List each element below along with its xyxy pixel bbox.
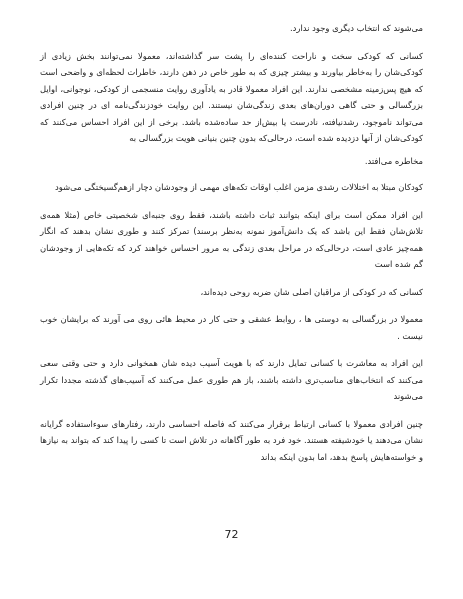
- paragraph-3: مخاطره می‌افتد.: [364, 155, 423, 166]
- paragraph-9: چنین افرادی معمولا با کسانی ارتباط برقرار می‌کنند که فاصله احساسی دارند، رفتارهای سوءاستفاده گرایانه نشان می‌دهند یا خودشیفته هستند. خود فرد به طور آگاهانه در تلاش است تا کسی را پیدا کند که بتواند به نیازها و خواسته‌هایش پاسخ بدهد، اما بدون اینکه بداند: [40, 418, 423, 462]
- paragraph-7: معمولا در بزرگسالی به دوستی ها ، روابط عشقی و حتی کار در محیط هائی روی می آورند که برایشان خوب نیست .: [40, 314, 423, 341]
- paragraph-4: کودکان مبتلا به اختلالات رشدی مزمن اغلب اوقات تکه‌های مهمی از وجودشان دچار از‌هم‌گسیختگی می‌شود: [55, 182, 423, 192]
- paragraph-2: کسانی که کودکی سخت و ناراحت کننده‌ای را پشت سر گذاشته‌اند، معمولا نمی‌توانند بخش زیادی از کودکی‌شان را به‌خاطر بیاورند و بیشتر چیزی که به طور خاص در ذهن دارند، خاطرات لحظه‌ای و واضحی است که هیچ پس‌زمینه مشخصی ندارند. این افراد معمولا قادر به یادآوری روایت منسجمی از کودکی، نوجوانی، اوایل بزرگسالی و حتی گاهی دوران‌های بعدی زندگی‌شان نیستند. این روایت خودزندگی‌نامه ای در چنین افرادی می‌تواند ناموجود، رشدنیافته، نادرست یا بیش‌از حد ساده‌شده باشد. برخی از این افراد احساس می‌کنند که کودکی‌شان از آنها دزدیده شده است، درحالی‌که بدون چنین بنیانی هویت بزرگسالی به: [40, 50, 423, 143]
- paragraph-6: کسانی که در کودکی از مراقبان اصلی شان ضربه روحی دیده‌اند،: [200, 286, 423, 297]
- paragraph-5: این افراد ممکن است برای اینکه بتوانند ثبات داشته باشند، فقط روی جنبه‌ای شخصیتی خاص (مثلا همه‌ی تلاش‌شان فقط این باشد که یک دانش‌آموز نمونه به‌نظر برسند) تمرکز کنند و طوری نشان بدهند که انگار همه‌چیز عادی است، درحالی‌که در مراحل بعدی زندگی به مرور احساس خواهند کرد که تکه‌هایی از وجودشان گم شده است: [40, 209, 423, 269]
- page-body: [40, 20, 423, 476]
- paragraph-8: این افراد به معاشرت با کسانی تمایل دارند که با هویت آسیب دیده شان همخوانی دارد و حتی وقتی سعی می‌کنند که انتخاب‌های مناسب‌تری داشته باشند، باز هم طوری عمل می‌کنند که آسیب‌های گذشته مجددا تکرار می‌شوند: [40, 358, 423, 401]
- page-number: 72: [224, 528, 239, 541]
- paragraph-1: می‌شوند که انتخاب دیگری وجود ندارد.: [290, 23, 423, 33]
